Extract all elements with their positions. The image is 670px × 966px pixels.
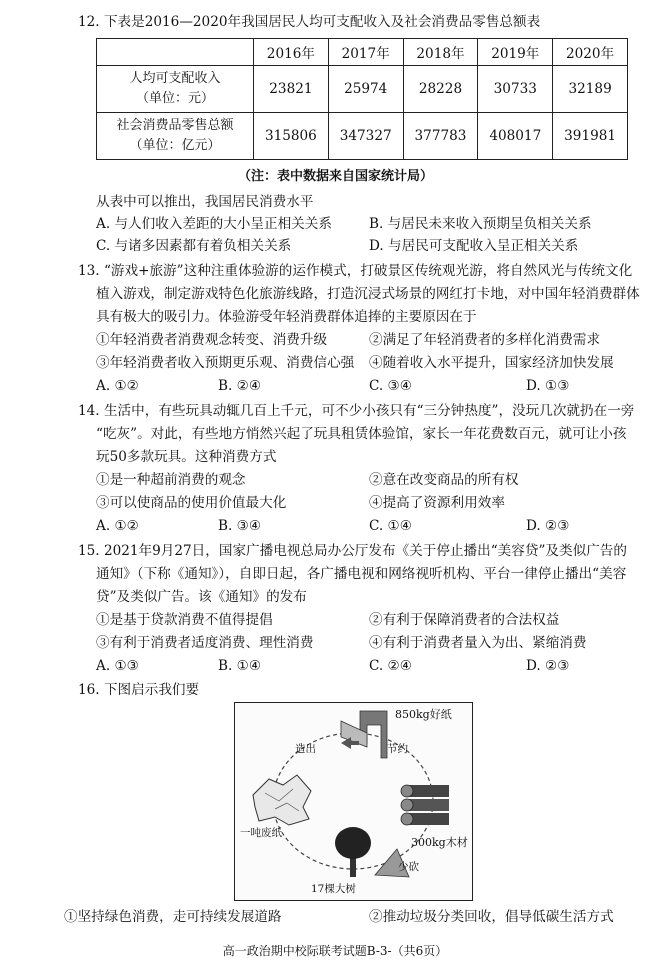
q13-stem-line-2: 植入游戏，制定游戏特色化旅游线路，打造沉浸式场景的网红打卡地，对中国年轻消费群体 (96, 286, 640, 302)
q12-stem: 从表中可以推出，我国居民消费水平 (96, 194, 314, 210)
recycling-cycle-figure (234, 702, 473, 901)
q14-stem-line-1: 14. 生活中，有些玩具动辄几百上千元，可不少小孩只有“三分钟热度”，没玩几次就扔在一旁 (78, 403, 635, 419)
q12-option-c[interactable]: C. 与诸多因素都有着负相关关系 (96, 238, 292, 254)
label-save: 节约 (387, 743, 408, 755)
recycling-cycle-illustration (235, 703, 472, 900)
table-cell: 32189 (553, 66, 628, 113)
q13-stem-line-3: 具有极大的吸引力。体验游受年轻消费群体追捧的主要原因在于 (96, 309, 477, 325)
row-label: 人均可支配收入 (129, 71, 221, 86)
q13-stem-line-1: 13. “游戏+旅游”这种注重体验游的运作模式，打破景区传统观光游，将自然风光与传统文化 (78, 263, 633, 279)
table-cell: 408017 (478, 113, 553, 160)
q13-option-c[interactable]: C. ③④ (369, 378, 412, 394)
q15-item-3: ③有利于消费者适度消费、理性消费 (96, 635, 314, 651)
label-waste-paper: 一吨废纸 (240, 827, 282, 839)
q15-stem-line-1: 15. 2021年9月27日，国家广播电视总局办公厅发布《关于停止播出“美容贷”及类似广告的 (78, 543, 627, 559)
q15-stem-line-2: 通知》（下称《通知》），自即日起，各广播电视和网络视听机构、平台一律停止播出“美容 (96, 566, 627, 582)
q14-option-b[interactable]: B. ③④ (218, 518, 262, 534)
table-row (97, 113, 628, 160)
paper-stack-icon (341, 711, 387, 758)
table-year-header: 2016年 (254, 39, 329, 66)
q13-item-3: ③年轻消费者收入预期更乐观、消费信心强 (96, 355, 355, 371)
table-year-header: 2020年 (553, 39, 628, 66)
q15-option-d[interactable]: D. ②③ (526, 658, 570, 674)
q16-item-1: ①坚持绿色消费，走可持续发展道路 (64, 909, 282, 925)
q16-item-2: ②推动垃圾分类回收，倡导低碳生活方式 (369, 909, 614, 925)
label-less: 少砍 (398, 861, 419, 873)
q14-item-1: ①是一种超前消费的观念 (96, 472, 246, 488)
tree-icon (335, 827, 371, 877)
q13-option-a[interactable]: A. ①② (96, 378, 139, 394)
q14-item-4: ④提高了资源利用效率 (369, 495, 505, 511)
q14-stem-line-3: 玩50多款玩具。这种消费方式 (96, 449, 277, 465)
table-cell: 23821 (254, 66, 329, 113)
table-cell: 315806 (254, 113, 329, 160)
table-cell: 30733 (478, 66, 553, 113)
q13-item-1: ①年轻消费者消费观念转变、消费升级 (96, 332, 328, 348)
label-out: 造出 (295, 743, 316, 755)
income-consumption-table (96, 38, 628, 160)
table-header-row (97, 39, 628, 66)
table-year-header: 2017年 (328, 39, 403, 66)
q15-item-4: ④有利于消费者量入为出、紧缩消费 (369, 635, 587, 651)
table-cell: 25974 (328, 66, 403, 113)
q15-option-c[interactable]: C. ②④ (369, 658, 412, 674)
q12-option-d[interactable]: D. 与居民可支配收入呈正相关关系 (369, 238, 579, 254)
table-row-header (97, 66, 254, 113)
row-label: 社会消费品零售总额 (116, 118, 234, 133)
table-cell: 347327 (328, 113, 403, 160)
q13-item-4: ④随着收入水平提升，国家经济加快发展 (369, 355, 614, 371)
q14-option-c[interactable]: C. ①④ (369, 518, 412, 534)
table-year-header: 2018年 (403, 39, 478, 66)
table-cell: 377783 (403, 113, 478, 160)
table-row-header (97, 113, 254, 160)
q13-option-d[interactable]: D. ①③ (526, 378, 570, 394)
q12-title: 12. 下表是2016—2020年我国居民人均可支配收入及社会消费品零售总额表 (78, 14, 541, 30)
label-850kg-paper: 850kg好纸 (395, 708, 452, 721)
q12-option-a[interactable]: A. 与人们收入差距的大小呈正相关关系 (96, 216, 332, 232)
q13-item-2: ②满足了年轻消费者的多样化消费需求 (369, 332, 601, 348)
label-300kg-wood: 300kg木材 (411, 836, 468, 849)
q15-option-b[interactable]: B. ①④ (218, 658, 262, 674)
table-corner-cell (97, 39, 254, 66)
q14-item-3: ③可以使商品的使用价值最大化 (96, 495, 287, 511)
q13-option-b[interactable]: B. ②④ (218, 378, 262, 394)
q12-option-b[interactable]: B. 与居民未来收入预期呈负相关关系 (369, 216, 592, 232)
q15-item-1: ①是基于贷款消费不值得提倡 (96, 612, 273, 628)
row-unit: （单位：元） (135, 91, 214, 106)
q14-option-a[interactable]: A. ①② (96, 518, 139, 534)
q12-table-note: （注：表中数据来自国家统计局） (238, 169, 434, 184)
q16-stem: 16. 下图启示我们要 (78, 682, 200, 698)
q15-item-2: ②有利于保障消费者的合法权益 (369, 612, 560, 628)
q15-option-a[interactable]: A. ①③ (96, 658, 139, 674)
q15-stem-line-3: 贷”及类似广告。该《通知》的发布 (96, 589, 307, 605)
row-unit: （单位：亿元） (129, 138, 221, 153)
table-year-header: 2019年 (478, 39, 553, 66)
q14-stem-line-2: “吃灰”。对此，有些地方悄然兴起了玩具租赁体验馆，家长一年花费数百元，就可让小孩 (96, 426, 627, 442)
label-17-trees: 17棵大树 (311, 883, 356, 895)
waste-paper-icon (253, 775, 311, 825)
table-row (97, 66, 628, 113)
table-cell: 391981 (553, 113, 628, 160)
page-footer: 高一政治期中校际联考试题B-3-（共6页） (222, 944, 448, 958)
logs-icon (401, 785, 449, 825)
q14-option-d[interactable]: D. ②③ (526, 518, 570, 534)
table-cell: 28228 (403, 66, 478, 113)
q14-item-2: ②意在改变商品的所有权 (369, 472, 519, 488)
